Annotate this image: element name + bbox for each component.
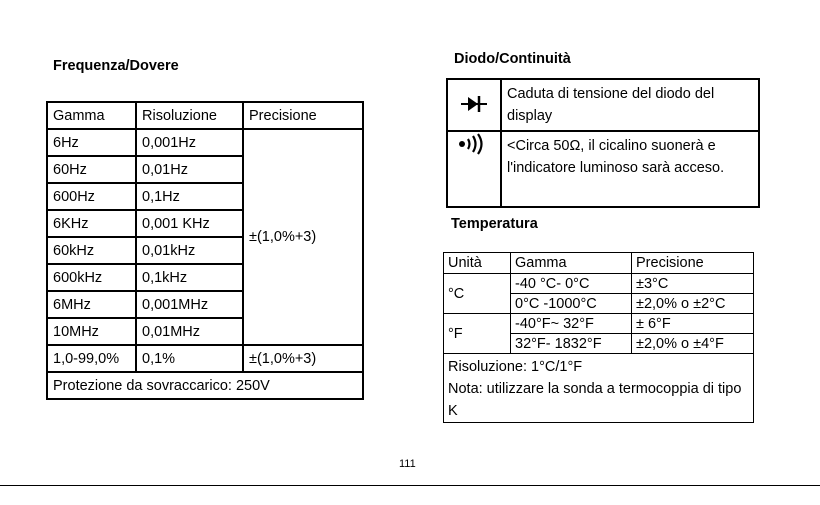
diode-row: [447, 79, 759, 131]
diode-description: Caduta di tensione del diodo del display: [501, 79, 759, 131]
table-header-row: [444, 253, 754, 274]
continuity-description: <Circa 50Ω, il cicalino suonerà e l'indicatore luminoso sarà acceso.: [501, 131, 759, 207]
resolution-cell: 0,1Hz: [136, 183, 243, 210]
precision-cell: ± 6°F: [632, 314, 754, 334]
notes-row: [444, 354, 754, 423]
duty-precision-cell: ±(1,0%+3): [243, 345, 363, 372]
resolution-text: Risoluzione: 1°C/1°F: [448, 359, 583, 375]
resolution-cell: 0,1kHz: [136, 264, 243, 291]
range-cell: 6Hz: [47, 129, 136, 156]
range-cell: -40 °C- 0°C: [511, 274, 632, 294]
diode-icon: [459, 93, 489, 115]
continuity-row: [447, 131, 759, 207]
resolution-cell: 0,01MHz: [136, 318, 243, 345]
resolution-cell: 0,001 KHz: [136, 210, 243, 237]
frequency-precision-cell: ±(1,0%+3): [243, 129, 363, 345]
temperature-table: [443, 252, 754, 423]
header-range: Gamma: [47, 102, 136, 129]
diode-table: [446, 78, 760, 208]
range-cell: 60Hz: [47, 156, 136, 183]
header-precision: Precisione: [632, 253, 754, 274]
range-cell: 600Hz: [47, 183, 136, 210]
frequency-heading: Frequenza/Dovere: [53, 58, 179, 74]
header-unit: Unità: [444, 253, 511, 274]
precision-cell: ±2,0% o ±2°C: [632, 294, 754, 314]
duty-range-cell: 1,0-99,0%: [47, 345, 136, 372]
continuity-buzzer-icon: [457, 133, 491, 155]
table-header-row: [47, 102, 363, 129]
table-row: [47, 129, 363, 156]
unit-celsius: °C: [444, 274, 511, 314]
resolution-cell: 0,01Hz: [136, 156, 243, 183]
range-cell: 600kHz: [47, 264, 136, 291]
table-row: [444, 314, 754, 334]
continuity-icon-cell: [447, 131, 501, 207]
page-number: 111: [399, 458, 416, 470]
protection-cell: Protezione da sovraccarico: 250V: [47, 372, 363, 399]
notes-cell: [444, 354, 754, 423]
diode-heading: Diodo/Continuità: [454, 51, 571, 67]
range-cell: 6MHz: [47, 291, 136, 318]
range-cell: 60kHz: [47, 237, 136, 264]
note-text: Nota: utilizzare la sonda a termocoppia di tipo K: [448, 381, 742, 419]
range-cell: 32°F- 1832°F: [511, 334, 632, 354]
header-range: Gamma: [511, 253, 632, 274]
table-row: [444, 274, 754, 294]
page-bottom-rule: [0, 485, 820, 486]
frequency-table: [46, 101, 364, 400]
precision-cell: ±3°C: [632, 274, 754, 294]
duty-resolution-cell: 0,1%: [136, 345, 243, 372]
range-cell: 6KHz: [47, 210, 136, 237]
duty-row: [47, 345, 363, 372]
unit-fahrenheit: °F: [444, 314, 511, 354]
resolution-cell: 0,001MHz: [136, 291, 243, 318]
precision-cell: ±2,0% o ±4°F: [632, 334, 754, 354]
header-precision: Precisione: [243, 102, 363, 129]
range-cell: 0°C -1000°C: [511, 294, 632, 314]
range-cell: 10MHz: [47, 318, 136, 345]
temperature-heading: Temperatura: [451, 216, 538, 232]
diode-icon-cell: [447, 79, 501, 131]
header-resolution: Risoluzione: [136, 102, 243, 129]
protection-row: [47, 372, 363, 399]
range-cell: -40°F~ 32°F: [511, 314, 632, 334]
resolution-cell: 0,01kHz: [136, 237, 243, 264]
resolution-cell: 0,001Hz: [136, 129, 243, 156]
